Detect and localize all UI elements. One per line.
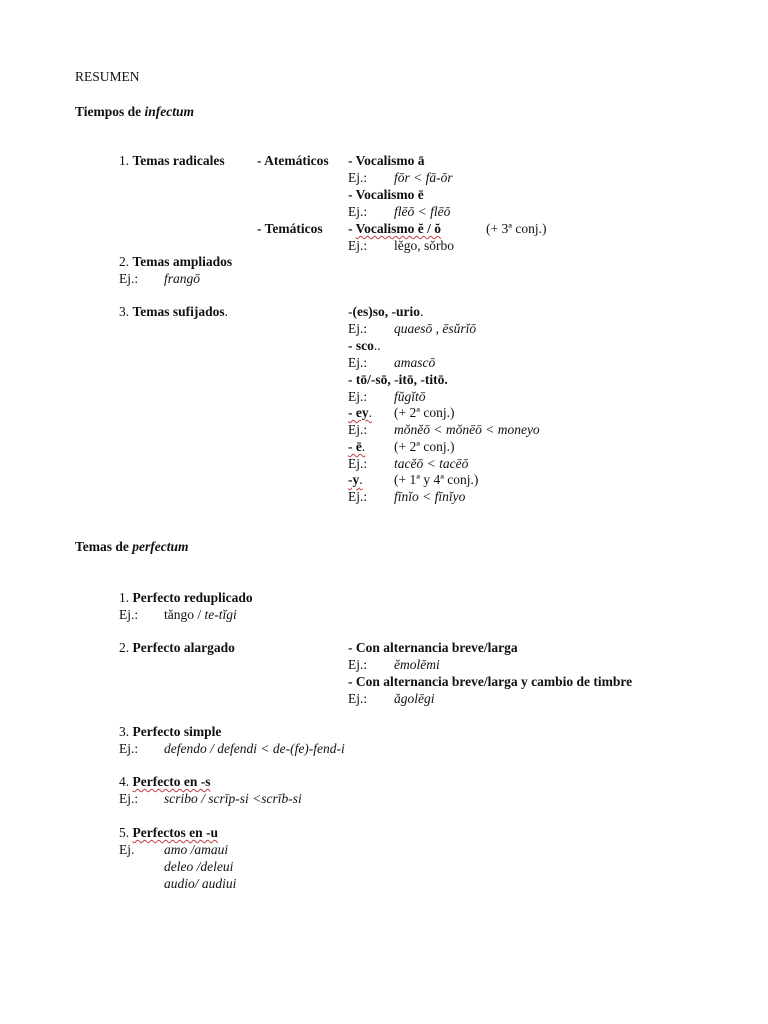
punctuation: . — [368, 405, 372, 420]
example-text: fīnĭo < fīnĭyo — [394, 489, 466, 504]
section-number: 1. — [119, 153, 130, 168]
perfectum-heading — [75, 539, 189, 555]
example-text: frangō — [164, 271, 201, 286]
example-text: fŭgĭtō — [394, 389, 426, 404]
example-label: Ej.: — [348, 170, 368, 185]
section-number: 4. — [119, 774, 130, 789]
section-title: Perfecto reduplicado — [132, 590, 253, 605]
example-text: tacĕō < tacēō — [394, 456, 469, 471]
dash: - — [348, 304, 353, 319]
section-2-label — [119, 254, 232, 270]
section-number: 5. — [119, 825, 130, 840]
conj-note: (+ 2ª conj.) — [394, 405, 455, 420]
section-title: Perfecto en -s — [132, 774, 211, 789]
example-label: Ej.: — [348, 389, 368, 404]
section-1-label — [119, 153, 225, 169]
perfectum-heading-italic: perfectum — [132, 539, 189, 554]
alternancia-1: - Con alternancia breve/larga — [348, 640, 518, 655]
suffix-text: -y — [348, 472, 360, 487]
example-text: defendo / defendi < de-(fe)-fend-i — [164, 741, 345, 756]
perfect-5-label — [119, 825, 218, 841]
example-text: scribo / scrīp-si <scrīb-si — [164, 791, 302, 806]
perfect-2-label — [119, 640, 235, 656]
infectum-heading-prefix: Tiempos de — [75, 104, 145, 119]
suffix-es-so — [348, 304, 423, 320]
example-text: audio/ audiui — [164, 876, 237, 891]
example-label: Ej.: — [119, 741, 139, 756]
tematicos-label: - Temáticos — [257, 221, 323, 236]
suffix-ey — [348, 405, 372, 421]
conj-note: (+ 3ª conj.) — [486, 221, 547, 236]
suffix-text: - sco — [348, 338, 374, 353]
example-label: Ej.: — [348, 238, 368, 253]
conj-note: (+ 2ª conj.) — [394, 439, 455, 454]
example-label: Ej.: — [119, 791, 139, 806]
example-text: amo /amaui — [164, 842, 229, 857]
example-text: ăgolēgi — [394, 691, 435, 706]
section-3-label — [119, 304, 228, 320]
document-title: RESUMEN — [75, 69, 140, 84]
section-number: 1. — [119, 590, 130, 605]
example-label: Ej.: — [348, 691, 368, 706]
atematicos-label: - Atemáticos — [257, 153, 329, 168]
conj-note: (+ 1ª y 4ª conj.) — [394, 472, 479, 487]
punctuation: . — [420, 304, 424, 319]
alternancia-2: - Con alternancia breve/larga y cambio de timbre — [348, 674, 633, 689]
example-label: Ej.: — [348, 456, 368, 471]
example-label: Ej.: — [348, 204, 368, 219]
section-title: Temas radicales — [132, 153, 225, 168]
example-label: Ej.: — [348, 489, 368, 504]
punctuation: .. — [373, 338, 381, 353]
vocalismo-e: - Vocalismo ē — [348, 187, 424, 202]
example-label: Ej.: — [348, 657, 368, 672]
infectum-heading-italic: infectum — [144, 104, 195, 119]
example-part-italic: te-tĭgi — [204, 607, 237, 622]
example-text: quaesō , ēsŭrĭō — [394, 321, 477, 336]
example-label: Ej.: — [348, 422, 368, 437]
punctuation: . — [361, 439, 366, 454]
suffix-text: - ey — [348, 405, 369, 420]
example-text: lĕgo, sŏrbo — [394, 238, 454, 253]
example-label: Ej.: — [119, 271, 139, 286]
example-part: tăngo / — [164, 607, 205, 622]
section-title: Perfectos en -u — [132, 825, 218, 840]
example-label: Ej.: — [348, 355, 368, 370]
perfect-1-label — [119, 590, 253, 606]
perfect-3-label — [119, 724, 221, 740]
section-number: 3. — [119, 724, 130, 739]
example-text — [164, 607, 237, 623]
dash: - — [348, 221, 356, 236]
example-label: Ej. — [119, 842, 135, 857]
suffix-sco — [348, 338, 381, 354]
section-title: Temas ampliados — [132, 254, 233, 269]
suffix-text: (es)so, -urio — [352, 304, 420, 319]
example-text: fōr < fā-ōr — [394, 170, 453, 185]
example-text: amascō — [394, 355, 436, 370]
punctuation: . — [359, 472, 363, 487]
example-text: deleo /deleui — [164, 859, 234, 874]
suffix-text: - ē — [348, 439, 362, 454]
punctuation: . — [224, 304, 229, 319]
suffix-e — [348, 439, 365, 455]
section-number: 2. — [119, 254, 130, 269]
section-title: Perfecto alargado — [132, 640, 235, 655]
section-number: 3. — [119, 304, 130, 319]
vocalismo-a: - Vocalismo ā — [348, 153, 425, 168]
vocalismo-eo — [348, 221, 441, 237]
example-text: mŏnĕō < mŏnēō < moneyo — [394, 422, 540, 437]
section-title: Temas sufijados — [132, 304, 225, 319]
vocalismo-eo-text: Vocalismo ĕ / ŏ — [355, 221, 442, 236]
suffix-to: - tō/-sō, -itō, -titō. — [348, 372, 448, 387]
example-label: Ej.: — [119, 607, 139, 622]
section-title: Perfecto simple — [132, 724, 222, 739]
suffix-y — [348, 472, 363, 488]
perfect-4-label — [119, 774, 210, 790]
perfectum-heading-prefix: Temas de — [75, 539, 133, 554]
example-text: flēō < flēō — [394, 204, 451, 219]
infectum-heading — [75, 104, 194, 120]
example-text: ĕmolēmi — [394, 657, 440, 672]
section-number: 2. — [119, 640, 130, 655]
example-label: Ej.: — [348, 321, 368, 336]
